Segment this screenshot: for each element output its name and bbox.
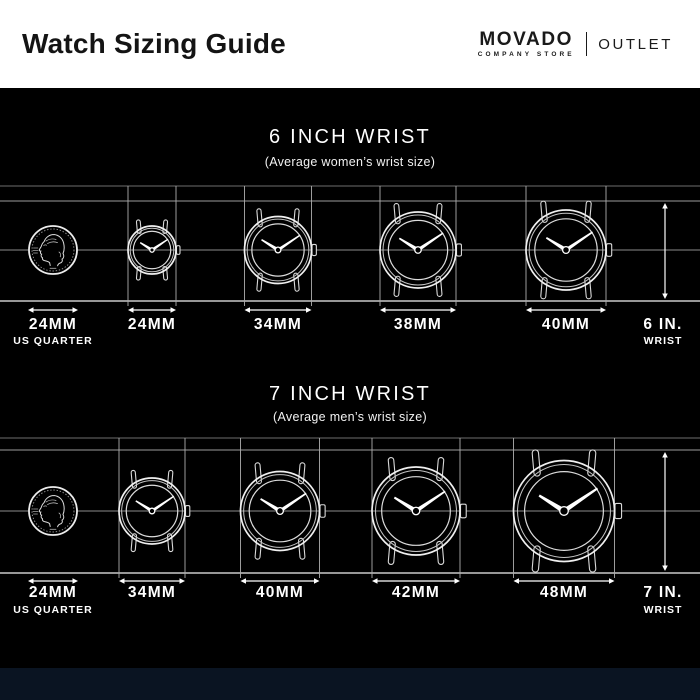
section-title: 7 INCH WRIST	[269, 383, 431, 405]
brand-divider	[586, 32, 588, 56]
size-sublabel: US QUARTER	[13, 335, 93, 347]
section-title: 6 INCH WRIST	[269, 126, 431, 148]
size-label: 38MM	[393, 316, 443, 333]
wrist-sublabel: WRIST	[643, 604, 683, 616]
size-label: 24MM	[28, 316, 78, 333]
footer-strip	[0, 668, 700, 700]
size-label: 48MM	[539, 584, 589, 601]
wrist-size-label: 7 IN.	[643, 584, 683, 601]
movado-logo	[478, 30, 575, 58]
size-label: 40MM	[255, 584, 305, 601]
brand-outlet-label: OUTLET	[598, 35, 673, 53]
brand-logo	[478, 30, 673, 58]
section-subtitle: (Average men’s wrist size)	[273, 410, 427, 424]
wrist-size-label: 6 IN.	[643, 316, 683, 333]
size-label: 24MM	[28, 584, 78, 601]
size-label: 24MM	[127, 316, 177, 333]
brand-subtitle: COMPANY STORE	[477, 51, 575, 58]
brand-name: MOVADO	[479, 29, 574, 50]
size-label: 40MM	[541, 316, 591, 333]
header-bar	[0, 0, 700, 88]
size-label: 34MM	[253, 316, 303, 333]
wrist-sublabel: WRIST	[643, 335, 683, 347]
size-label: 34MM	[127, 584, 177, 601]
page-title: Watch Sizing Guide	[22, 28, 286, 59]
size-sublabel: US QUARTER	[13, 604, 93, 616]
size-label: 42MM	[391, 584, 441, 601]
section-subtitle: (Average women’s wrist size)	[264, 155, 436, 169]
